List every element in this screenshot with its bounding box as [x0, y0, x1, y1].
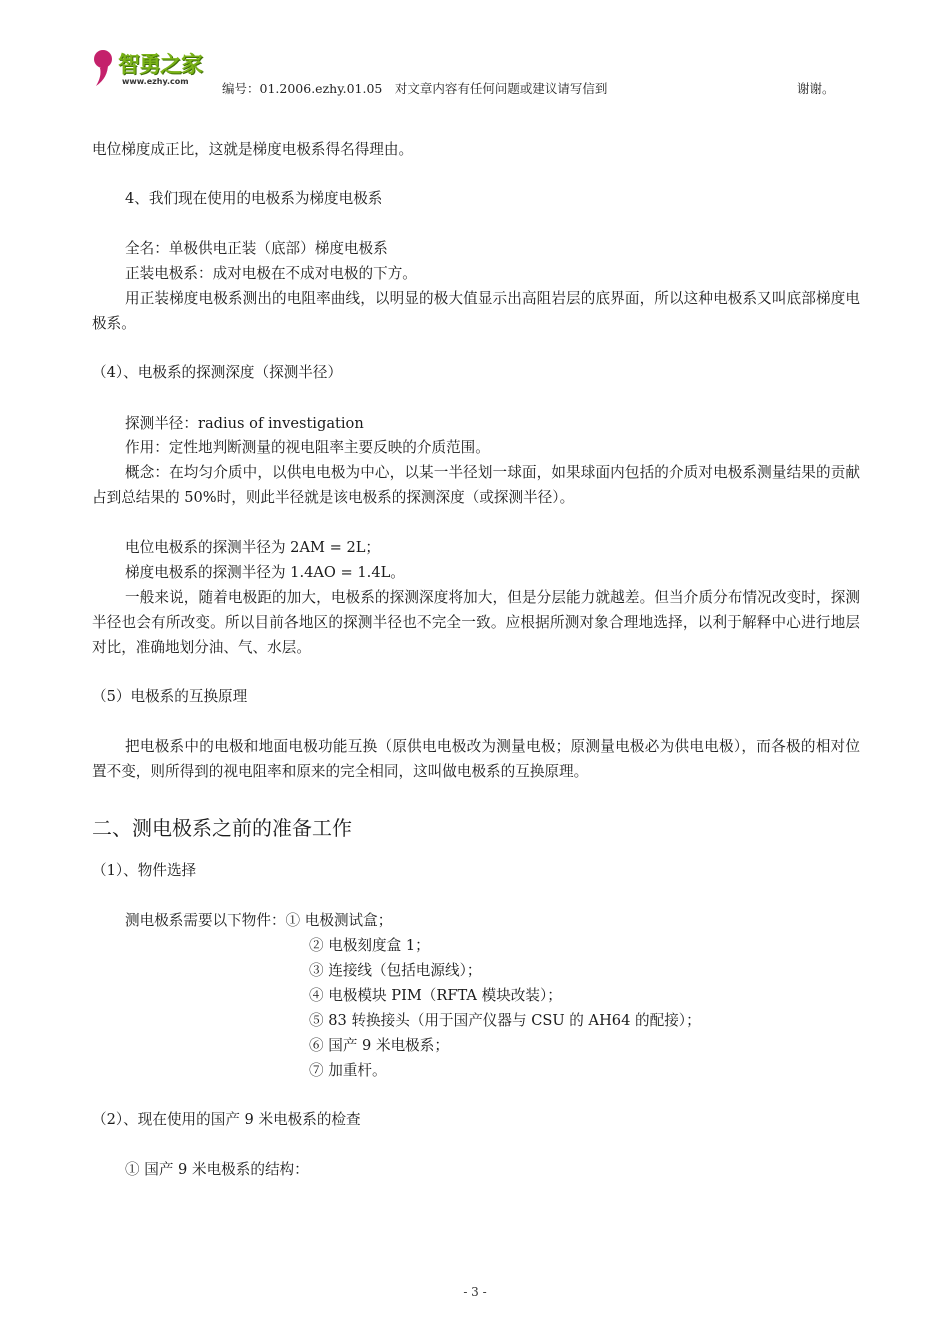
- text-line: 全名：单极供电正装（底部）梯度电极系: [125, 240, 388, 257]
- text-line: ① 国产 9 米电极系的结构：: [125, 1161, 309, 1178]
- chapter-heading: 二、测电极系之前的准备工作: [92, 816, 352, 840]
- list-item: ④ 电极模块 PIM（RFTA 模块改装）；: [309, 987, 562, 1004]
- paragraph: 概念：在均匀介质中，以供电电极为中心，以某一半径划一球面，如果球面内包括的介质对电极系测量结果的贡献占到总结果的 50%时，则此半径就是该电极系的探测深度（或探测半径）。: [92, 464, 860, 506]
- paragraph: 一般来说，随着电极距的加大，电极系的探测深度将加大，但是分层能力就越差。但当介质分布情况改变时，探测半径也会有所改变。所以目前各地区的探测半径也不完全一致。应根据所测对象合理地选择，以利于解释中心进行地层对比，准确地划分油、气、水层。: [92, 589, 860, 656]
- list-item: ⑥ 国产 9 米电极系；: [309, 1037, 449, 1054]
- document-id-line: 编号：01.2006.ezhy.01.05 对文章内容有任何问题或建议请写信到: [222, 81, 608, 96]
- text-line: 作用：定性地判断测量的视电阻率主要反映的介质范围。: [125, 439, 490, 456]
- page-header: [0, 0, 950, 110]
- list-item: ⑤ 83 转换接头（用于国产仪器与 CSU 的 AH64 的配接）；: [309, 1012, 701, 1029]
- logo-comma-icon: [92, 48, 114, 88]
- section-heading: （2）、现在使用的国产 9 米电极系的检查: [92, 1111, 361, 1128]
- list-item: 测电极系需要以下物件：① 电极测试盒；: [125, 912, 393, 929]
- logo-title: 智勇之家: [118, 53, 203, 78]
- paragraph: 用正装梯度电极系测出的电阻率曲线，以明显的极大值显示出高阻岩层的底界面，所以这种电极系又叫底部梯度电极系。: [92, 290, 860, 332]
- text-line: 正装电极系：成对电极在不成对电极的下方。: [125, 265, 417, 282]
- list-item: ③ 连接线（包括电源线）；: [309, 962, 482, 979]
- text-line: 梯度电极系的探测半径为 1.4AO = 1.4L。: [125, 564, 405, 581]
- page-number: - 3 -: [463, 1285, 487, 1299]
- list-item: ⑦ 加重杆。: [309, 1062, 387, 1079]
- section-heading: （1）、物件选择: [92, 862, 197, 879]
- text-line: 4、我们现在使用的电极系为梯度电极系: [125, 190, 383, 207]
- paragraph: 把电极系中的电极和地面电极功能互换（原供电电极改为测量电极；原测量电极必为供电电极），而各极的相对位置不变，则所得到的视电阻率和原来的完全相同，这叫做电极系的互换原理。: [92, 738, 860, 780]
- header-thanks: 谢谢。: [797, 81, 835, 96]
- ezhy-logo: [92, 46, 212, 92]
- text-line: 电位电极系的探测半径为 2AM = 2L；: [125, 539, 381, 556]
- text-line: 探测半径：radius of investigation: [125, 415, 364, 432]
- list-item: ② 电极刻度盒 1；: [309, 937, 430, 954]
- logo-url: www.ezhy.com: [122, 77, 189, 86]
- section-heading: （5）电极系的互换原理: [92, 688, 248, 705]
- section-heading: （4）、电极系的探测深度（探测半径）: [92, 364, 343, 381]
- text-line: 电位梯度成正比，这就是梯度电极系得名得理由。: [92, 141, 414, 158]
